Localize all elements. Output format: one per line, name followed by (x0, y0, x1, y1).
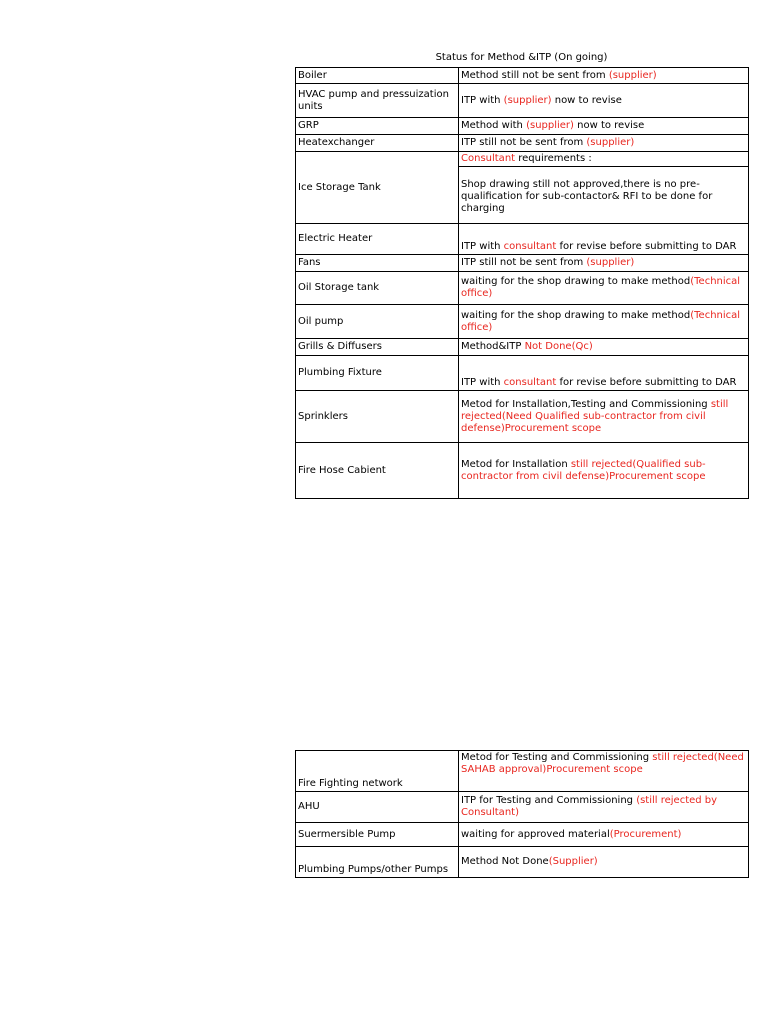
highlight-text: (supplier) (608, 69, 657, 81)
item-cell: Oil Storage tank (296, 272, 459, 305)
status-text: Metod for Installation (461, 458, 571, 470)
table-row (296, 339, 749, 356)
highlight-text: consultant (503, 377, 557, 388)
item-cell: Boiler (296, 68, 459, 84)
status-cell (459, 792, 749, 823)
table-row (296, 443, 749, 499)
status-text: now to revise (551, 94, 622, 106)
table-row (296, 224, 749, 255)
status-text: requirements : (515, 153, 592, 164)
item-cell: Electric Heater (296, 224, 459, 255)
highlight-text: consultant (503, 241, 557, 252)
status-cell (459, 443, 749, 499)
status-text: Method with (461, 120, 527, 131)
table-row (296, 152, 749, 224)
item-cell: Suermersible Pump (296, 823, 459, 847)
table-row (296, 391, 749, 443)
item-cell: Grills & Diffusers (296, 339, 459, 356)
status-table-2 (295, 750, 749, 878)
item-cell: Fans (296, 255, 459, 272)
item-cell: GRP (296, 118, 459, 135)
status-text: Method&ITP (461, 341, 525, 352)
table-row (296, 84, 749, 118)
highlight-text: (Technical office) (461, 276, 741, 299)
highlight-text: still rejected(Need Qualified sub-contractor from civil defense)Procurement scope (461, 398, 729, 434)
status-cell (459, 339, 749, 356)
item-cell: Oil pump (296, 305, 459, 339)
status-text: ITP still not be sent from (461, 257, 587, 268)
table-row (296, 847, 749, 878)
highlight-text: (Technical office) (461, 309, 741, 333)
status-text: waiting for the shop drawing to make method (461, 309, 691, 321)
status-text: for revise before submitting to DAR (556, 377, 737, 388)
item-cell: Ice Storage Tank (296, 152, 459, 224)
status-cell (459, 68, 749, 84)
status-text: Metod for Testing and Commissioning (461, 752, 653, 763)
table-row (296, 272, 749, 305)
highlight-text: Consultant (461, 153, 516, 164)
table-row (296, 792, 749, 823)
table-row (296, 823, 749, 847)
status-header (459, 152, 748, 167)
status-text: ITP still not be sent from (461, 137, 587, 148)
item-cell: AHU (296, 792, 459, 823)
status-text: waiting for approved material (461, 828, 610, 840)
status-text: now to revise (573, 120, 645, 131)
status-text: ITP with (461, 94, 504, 106)
table-row (296, 751, 749, 792)
status-cell (459, 118, 749, 135)
status-table (295, 67, 749, 499)
status-cell (459, 135, 749, 152)
highlight-text: (supplier) (526, 120, 574, 131)
highlight-text: (supplier) (503, 94, 552, 106)
status-cell (459, 847, 749, 878)
table-row (296, 68, 749, 84)
item-cell: HVAC pump and pressuization units (296, 84, 459, 118)
item-cell: Plumbing Fixture (296, 356, 459, 391)
status-cell (459, 272, 749, 305)
item-cell: Plumbing Pumps/other Pumps (296, 847, 459, 878)
status-cell (459, 391, 749, 443)
highlight-text: (supplier) (586, 137, 635, 148)
highlight-text: (supplier) (586, 257, 635, 268)
highlight-text: (Procurement) (609, 828, 682, 840)
status-cell (459, 823, 749, 847)
table-row (296, 118, 749, 135)
status-text: waiting for the shop drawing to make method (461, 276, 691, 287)
highlight-text: Not Done(Qc) (524, 341, 593, 352)
status-text: ITP with (461, 241, 504, 252)
status-text: Method Not Done (461, 856, 549, 867)
status-cell (459, 751, 749, 792)
highlight-text: still rejected(Qualified sub-contractor from civil defense)Procurement scope (461, 458, 706, 482)
status-cell (459, 255, 749, 272)
table-row (296, 356, 749, 391)
status-cell (459, 152, 749, 224)
status-text: Shop drawing still not approved,there is no pre-qualification for sub-contactor& RFI to be done for charging (461, 179, 713, 214)
status-cell (459, 84, 749, 118)
status-text: ITP with (461, 377, 504, 388)
highlight-text: still rejected(Need SAHAB approval)Procurement scope (461, 752, 744, 775)
item-cell: Sprinklers (296, 391, 459, 443)
highlight-text: (still rejected by Consultant) (461, 795, 718, 818)
item-cell: Heatexchanger (296, 135, 459, 152)
status-text: for revise before submitting to DAR (556, 241, 737, 252)
item-cell: Fire Fighting network (296, 751, 459, 792)
table-title: Status for Method &ITP (On going) (435, 52, 608, 63)
status-cell (459, 305, 749, 339)
table-row (296, 255, 749, 272)
table-row (296, 135, 749, 152)
status-cell (459, 224, 749, 255)
status-text: Method still not be sent from (461, 69, 609, 81)
status-text: ITP for Testing and Commissioning (461, 795, 637, 806)
status-text: Metod for Installation,Testing and Commissioning (461, 398, 711, 410)
status-body (459, 167, 748, 216)
status-cell (459, 356, 749, 391)
highlight-text: (Supplier) (548, 856, 598, 867)
item-cell: Fire Hose Cabient (296, 443, 459, 499)
table-row (296, 305, 749, 339)
